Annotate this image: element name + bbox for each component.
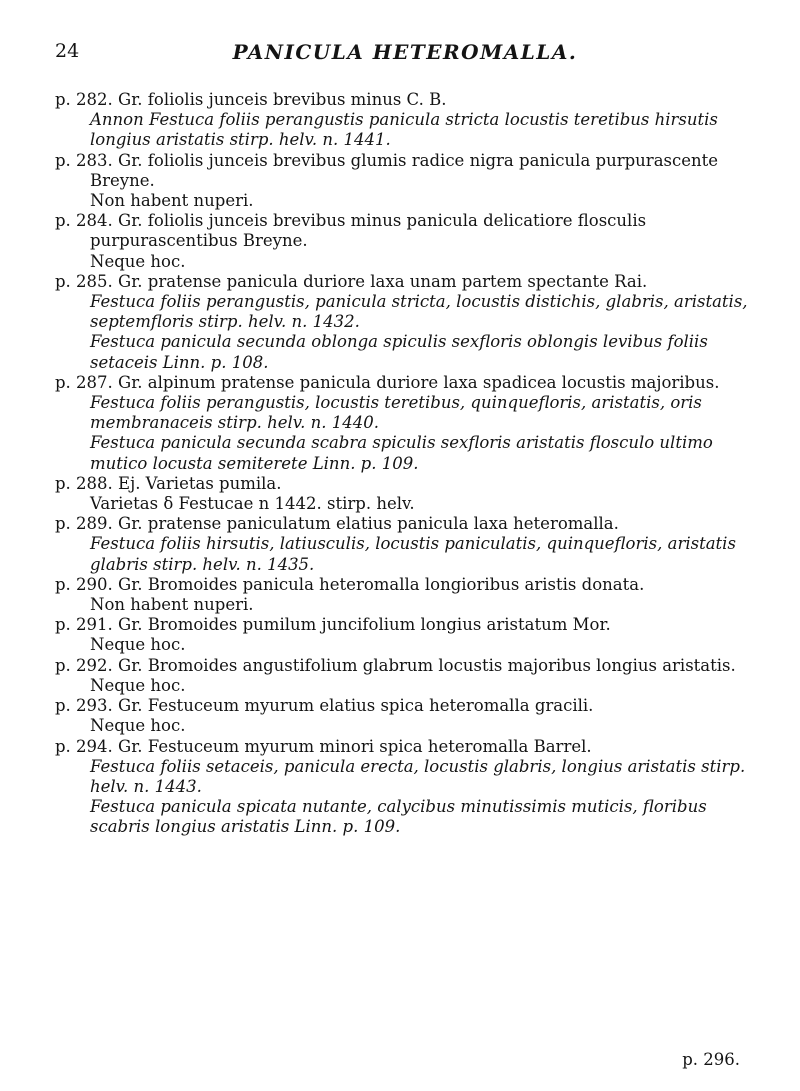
entry xyxy=(55,90,755,151)
entry-heading: p. 287. Gr. alpinum pratense panicula duriore laxa spadicea locustis majoribus. xyxy=(55,372,720,392)
entry-heading: p. 282. Gr. foliolis junceis brevibus minus C. B. xyxy=(55,90,447,109)
entry-heading: p. 291. Gr. Bromoides pumilum juncifolium longius aristatum Mor. xyxy=(55,615,611,635)
entry-heading: p. 284. Gr. foliolis junceis brevibus minus panicula delicatiore flosculis purpurascentibus Breyne. xyxy=(55,211,647,251)
entry-line: Festuca foliis setaceis, panicula erecta, locustis glabris, longius aristatis stirp. helv. n. 1443. xyxy=(90,756,746,796)
entry xyxy=(55,696,755,736)
entry-line: Festuca foliis perangustis, locustis teretibus, quinquefloris, aristatis, oris membranaceis stirp. helv. n. 1440. xyxy=(90,393,702,433)
entry xyxy=(55,615,755,655)
entry-heading: p. 288. Ej. Varietas pumila. xyxy=(55,473,282,493)
entry-line: Non habent nuperi. xyxy=(90,191,254,211)
entry-heading: p. 293. Gr. Festuceum myurum elatius spica heteromalla gracili. xyxy=(55,696,594,716)
entry xyxy=(55,474,755,514)
entry-line: Neque hoc. xyxy=(90,675,186,695)
running-title: PANICULA HETEROMALLA. xyxy=(232,40,578,64)
entry-line: Festuca panicula spicata nutante, calycibus minutissimis muticis, floribus scabris longius aristatis Linn. p. 109. xyxy=(90,797,707,837)
entry-heading: p. 294. Gr. Festuceum myurum minori spica heteromalla Barrel. xyxy=(55,736,592,756)
entry-line: Varietas δ Festucae n 1442. stirp. helv. xyxy=(90,494,415,514)
entry xyxy=(55,211,755,272)
entry xyxy=(55,575,755,615)
entry-line: Annon Festuca foliis perangustis panicula stricta locustis teretibus hirsutis longius aristatis stirp. helv. n. 1441. xyxy=(90,110,718,150)
entry xyxy=(55,737,755,838)
entry-line: Neque hoc. xyxy=(90,251,186,271)
entry-line: Neque hoc. xyxy=(90,716,186,736)
entry-line: Festuca foliis hirsutis, latiusculis, locustis paniculatis, quinquefloris, aristatis glabris stirp. helv. n. 1435. xyxy=(90,534,736,574)
entry-line: Neque hoc. xyxy=(90,635,186,655)
entries-list xyxy=(55,90,755,838)
entry xyxy=(55,151,755,212)
entry xyxy=(55,373,755,474)
entry-heading: p. 285. Gr. pratense panicula duriore laxa unam partem spectante Rai. xyxy=(55,271,648,291)
entry xyxy=(55,514,755,575)
entry-line: Non habent nuperi. xyxy=(90,595,254,615)
entry-heading: p. 289. Gr. pratense paniculatum elatius panicula laxa heteromalla. xyxy=(55,514,619,534)
entry-line: Festuca panicula secunda scabra spiculis sexfloris aristatis flosculo ultimo mutico locusta semiterete Linn. p. 109. xyxy=(90,433,713,473)
entry-heading: p. 290. Gr. Bromoides panicula heteromalla longioribus aristis donata. xyxy=(55,574,645,594)
entry xyxy=(55,656,755,696)
page-number: 24 xyxy=(55,40,80,62)
page-header xyxy=(55,40,755,80)
entry-line: Festuca foliis perangustis, panicula stricta, locustis distichis, glabris, aristatis, septemfloris stirp. helv. n. 1432. xyxy=(90,292,748,332)
entry-heading: p. 292. Gr. Bromoides angustifolium glabrum locustis majoribus longius aristatis. xyxy=(55,655,736,675)
entry-heading: p. 283. Gr. foliolis junceis brevibus glumis radice nigra panicula purpurascente Breyne. xyxy=(55,150,719,190)
entry-line: Festuca panicula secunda oblonga spiculis sexfloris oblongis levibus foliis setaceis Linn. p. 108. xyxy=(90,332,708,372)
entry xyxy=(55,272,755,373)
catchword: p. 296. xyxy=(682,1050,740,1069)
